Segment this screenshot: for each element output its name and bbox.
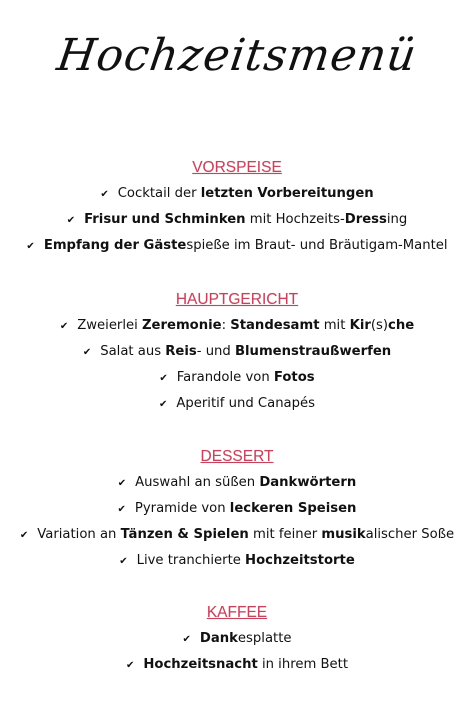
check-icon: ✔: [182, 634, 191, 645]
menu-item-text-bold: Fotos: [273, 370, 315, 385]
menu-item-text-bold: Frisur und Schminken: [84, 212, 246, 227]
check-icon: ✔: [26, 241, 35, 252]
check-icon: ✔: [82, 347, 92, 358]
menu-item-text-bold: Hochzeitsnacht: [143, 657, 258, 672]
menu-item-text: Live tranchierte: [136, 553, 246, 568]
menu-item-text-bold: Dress: [344, 212, 387, 227]
menu-item-text: Variation an: [37, 527, 121, 542]
menu-item: [0, 522, 474, 548]
menu-item: [0, 207, 474, 233]
menu-item-text: spieße im Braut- und Bräutigam-Mantel: [186, 238, 448, 253]
menu-item-text-bold: Empfang der Gäste: [43, 238, 187, 253]
menu-item-text: in ihrem Bett: [257, 657, 348, 672]
check-icon: ✔: [125, 660, 135, 671]
menu-item-text: (s): [370, 318, 389, 333]
menu-item: [0, 548, 474, 574]
menu-item-text: Pyramide von: [134, 501, 230, 516]
check-icon: ✔: [100, 189, 109, 200]
menu-item-text: mit: [319, 318, 350, 333]
menu-item-text: Zweierlei: [77, 318, 142, 333]
menu-section-kaffee: [0, 600, 474, 678]
menu-item-text-bold: letzten Vorbereitungen: [200, 186, 374, 201]
menu-item-text-bold: musik: [321, 527, 366, 542]
menu-item-text: Auswahl an süßen: [135, 475, 260, 490]
check-icon: ✔: [19, 530, 29, 541]
section-heading: VORSPEISE: [192, 159, 282, 176]
menu-section-dessert: [0, 444, 474, 574]
menu-item-text: Aperitif und Canapés: [176, 396, 315, 411]
menu-item: [0, 339, 474, 365]
section-heading: KAFFEE: [206, 604, 268, 621]
check-icon: ✔: [59, 321, 69, 332]
menu-item-text-bold: Dankwörtern: [259, 475, 357, 490]
menu-item: [0, 652, 474, 678]
menu-item-text-bold: Standesamt: [230, 318, 320, 333]
menu-item-text: ing: [386, 212, 408, 227]
menu-item-text: Farandole von: [176, 370, 274, 385]
menu-item: [0, 181, 474, 207]
check-icon: ✔: [158, 399, 168, 410]
menu-item-text-bold: Dank: [199, 631, 238, 646]
menu-item-text-bold: Hochzeitstorte: [245, 553, 355, 568]
menu-item: [0, 391, 474, 417]
menu-item: [0, 365, 474, 391]
menu-item-text-bold: che: [388, 318, 415, 333]
menu-item-text: - und: [196, 344, 235, 359]
menu-section-vorspeise: [0, 155, 474, 259]
menu-item-text: esplatte: [237, 631, 292, 646]
menu-item-text: Cocktail der: [117, 186, 201, 201]
check-icon: ✔: [66, 215, 76, 226]
menu-item-text-bold: Reis: [165, 344, 197, 359]
check-icon: ✔: [117, 504, 126, 515]
menu-item: [0, 626, 474, 652]
menu-item-text: :: [221, 318, 231, 333]
menu-item-text-bold: Blumenstraußwerfen: [234, 344, 392, 359]
menu-item: [0, 470, 474, 496]
menu-item-text: alischer Soße: [365, 527, 455, 542]
menu-section-hauptgericht: [0, 287, 474, 417]
menu-item-text-bold: Kir: [349, 318, 371, 333]
menu-item-text-bold: leckeren Speisen: [229, 501, 357, 516]
check-icon: ✔: [117, 478, 127, 489]
menu-item-text: mit feiner: [248, 527, 322, 542]
menu-item: [0, 496, 474, 522]
menu-title: Hochzeitsmenü: [53, 30, 421, 81]
menu-item-text: mit Hochzeits-: [245, 212, 345, 227]
menu-item-text-bold: Tänzen & Spielen: [120, 527, 249, 542]
menu-item: [0, 233, 474, 259]
check-icon: ✔: [159, 373, 168, 384]
section-heading: HAUPTGERICHT: [175, 291, 299, 308]
menu-item-text-bold: Zeremonie: [141, 318, 222, 333]
menu-item-text: Salat aus: [100, 344, 166, 359]
menu-item: [0, 313, 474, 339]
section-heading: DESSERT: [200, 448, 274, 465]
check-icon: ✔: [119, 556, 128, 567]
